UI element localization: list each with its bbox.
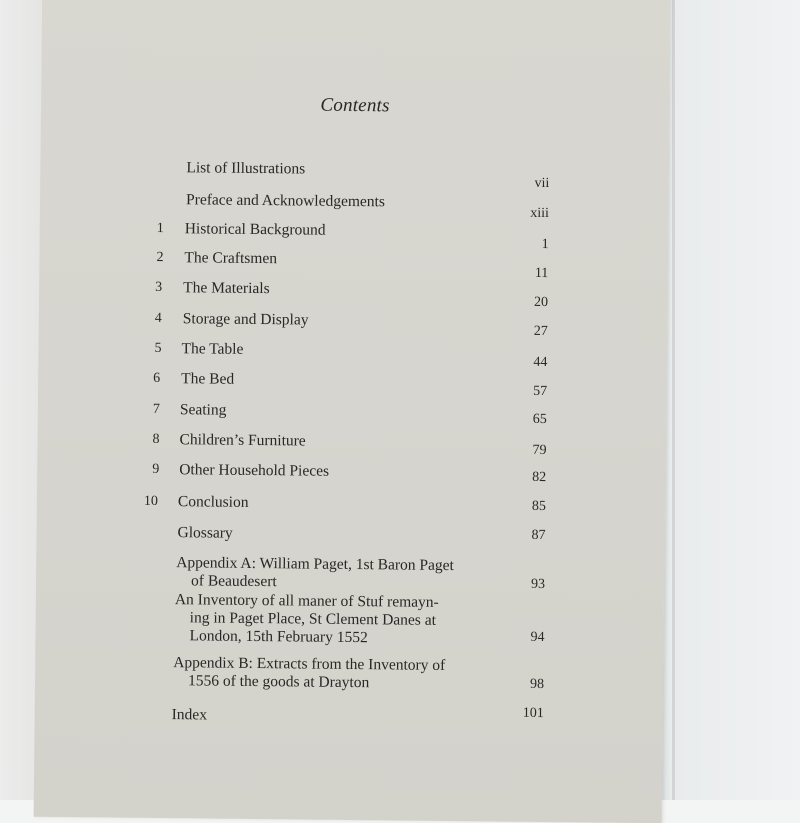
toc-entry-page: xiii bbox=[530, 205, 550, 222]
toc-entry-label-continued: 1556 of the goods at Drayton bbox=[187, 672, 370, 692]
background-right bbox=[660, 0, 800, 800]
toc-entry-number: 9 bbox=[152, 461, 160, 477]
toc-entry-number: 7 bbox=[152, 401, 160, 417]
toc-entry-label-continued: of Beaudesert bbox=[191, 572, 277, 591]
toc-entry-label: Children’s Furniture bbox=[179, 431, 306, 450]
toc-entry-page: 85 bbox=[531, 498, 546, 515]
toc-entry-number: 4 bbox=[154, 310, 162, 327]
toc-entry-label: List of Illustrations bbox=[186, 159, 306, 178]
toc-entry-page: vii bbox=[534, 175, 550, 192]
toc-entry-number: 8 bbox=[152, 431, 160, 447]
toc-entry-page: 98 bbox=[529, 676, 545, 693]
toc-entry-label: Appendix B: Extracts from the Inventory of bbox=[173, 654, 446, 674]
toc-entry-page: 93 bbox=[531, 576, 546, 593]
toc-entry-page: 82 bbox=[532, 469, 547, 486]
toc-entry-label: The Bed bbox=[181, 370, 235, 388]
toc-entry-number: 2 bbox=[156, 249, 164, 266]
toc-entry-page: 87 bbox=[531, 527, 546, 544]
toc-entry-label: The Materials bbox=[183, 279, 270, 298]
toc-entry-label-continued: ing in Paget Place, St Clement Danes at bbox=[189, 609, 437, 629]
page-title: Contents bbox=[320, 94, 390, 117]
toc-entry-label: Appendix A: William Paget, 1st Baron Paget bbox=[176, 554, 455, 575]
toc-entry-page: 57 bbox=[533, 383, 548, 400]
toc-entry-label: The Table bbox=[181, 340, 244, 358]
toc-entry-label: Conclusion bbox=[177, 493, 249, 511]
toc-entry-number: 5 bbox=[154, 340, 162, 357]
toc-entry-label: Historical Background bbox=[184, 220, 326, 239]
book-page bbox=[34, 0, 671, 823]
toc-entry-page: 101 bbox=[522, 705, 544, 722]
toc-entry-label: Glossary bbox=[177, 524, 233, 542]
toc-entry-number: 10 bbox=[143, 493, 159, 509]
toc-entry-page: 20 bbox=[533, 294, 549, 311]
toc-entry-label: The Craftsmen bbox=[184, 249, 278, 268]
toc-entry-page: 1 bbox=[541, 236, 549, 253]
contents-page bbox=[34, 0, 670, 803]
toc-entry-page: 94 bbox=[530, 629, 545, 646]
toc-entry-label: Preface and Acknowledgements bbox=[185, 191, 386, 211]
toc-entry-label-continued: London, 15th February 1552 bbox=[189, 627, 368, 647]
toc-entry-label: An Inventory of all maner of Stuf remayn- bbox=[174, 591, 439, 611]
toc-entry-label: Storage and Display bbox=[182, 310, 309, 329]
toc-entry-page: 44 bbox=[533, 354, 548, 371]
toc-entry-page: 65 bbox=[532, 411, 547, 428]
toc-entry-label: Seating bbox=[179, 401, 227, 419]
toc-entry-number: 6 bbox=[153, 370, 161, 386]
toc-entry-page: 79 bbox=[532, 442, 547, 459]
toc-entry-number: 1 bbox=[156, 220, 164, 237]
toc-entry-page: 11 bbox=[534, 265, 549, 282]
toc-entry-label: Index bbox=[171, 706, 208, 724]
toc-entry-page: 27 bbox=[533, 323, 548, 340]
page-edge bbox=[672, 0, 675, 800]
toc-entry-label: Other Household Pieces bbox=[179, 461, 330, 480]
toc-entry-number: 3 bbox=[155, 279, 163, 296]
